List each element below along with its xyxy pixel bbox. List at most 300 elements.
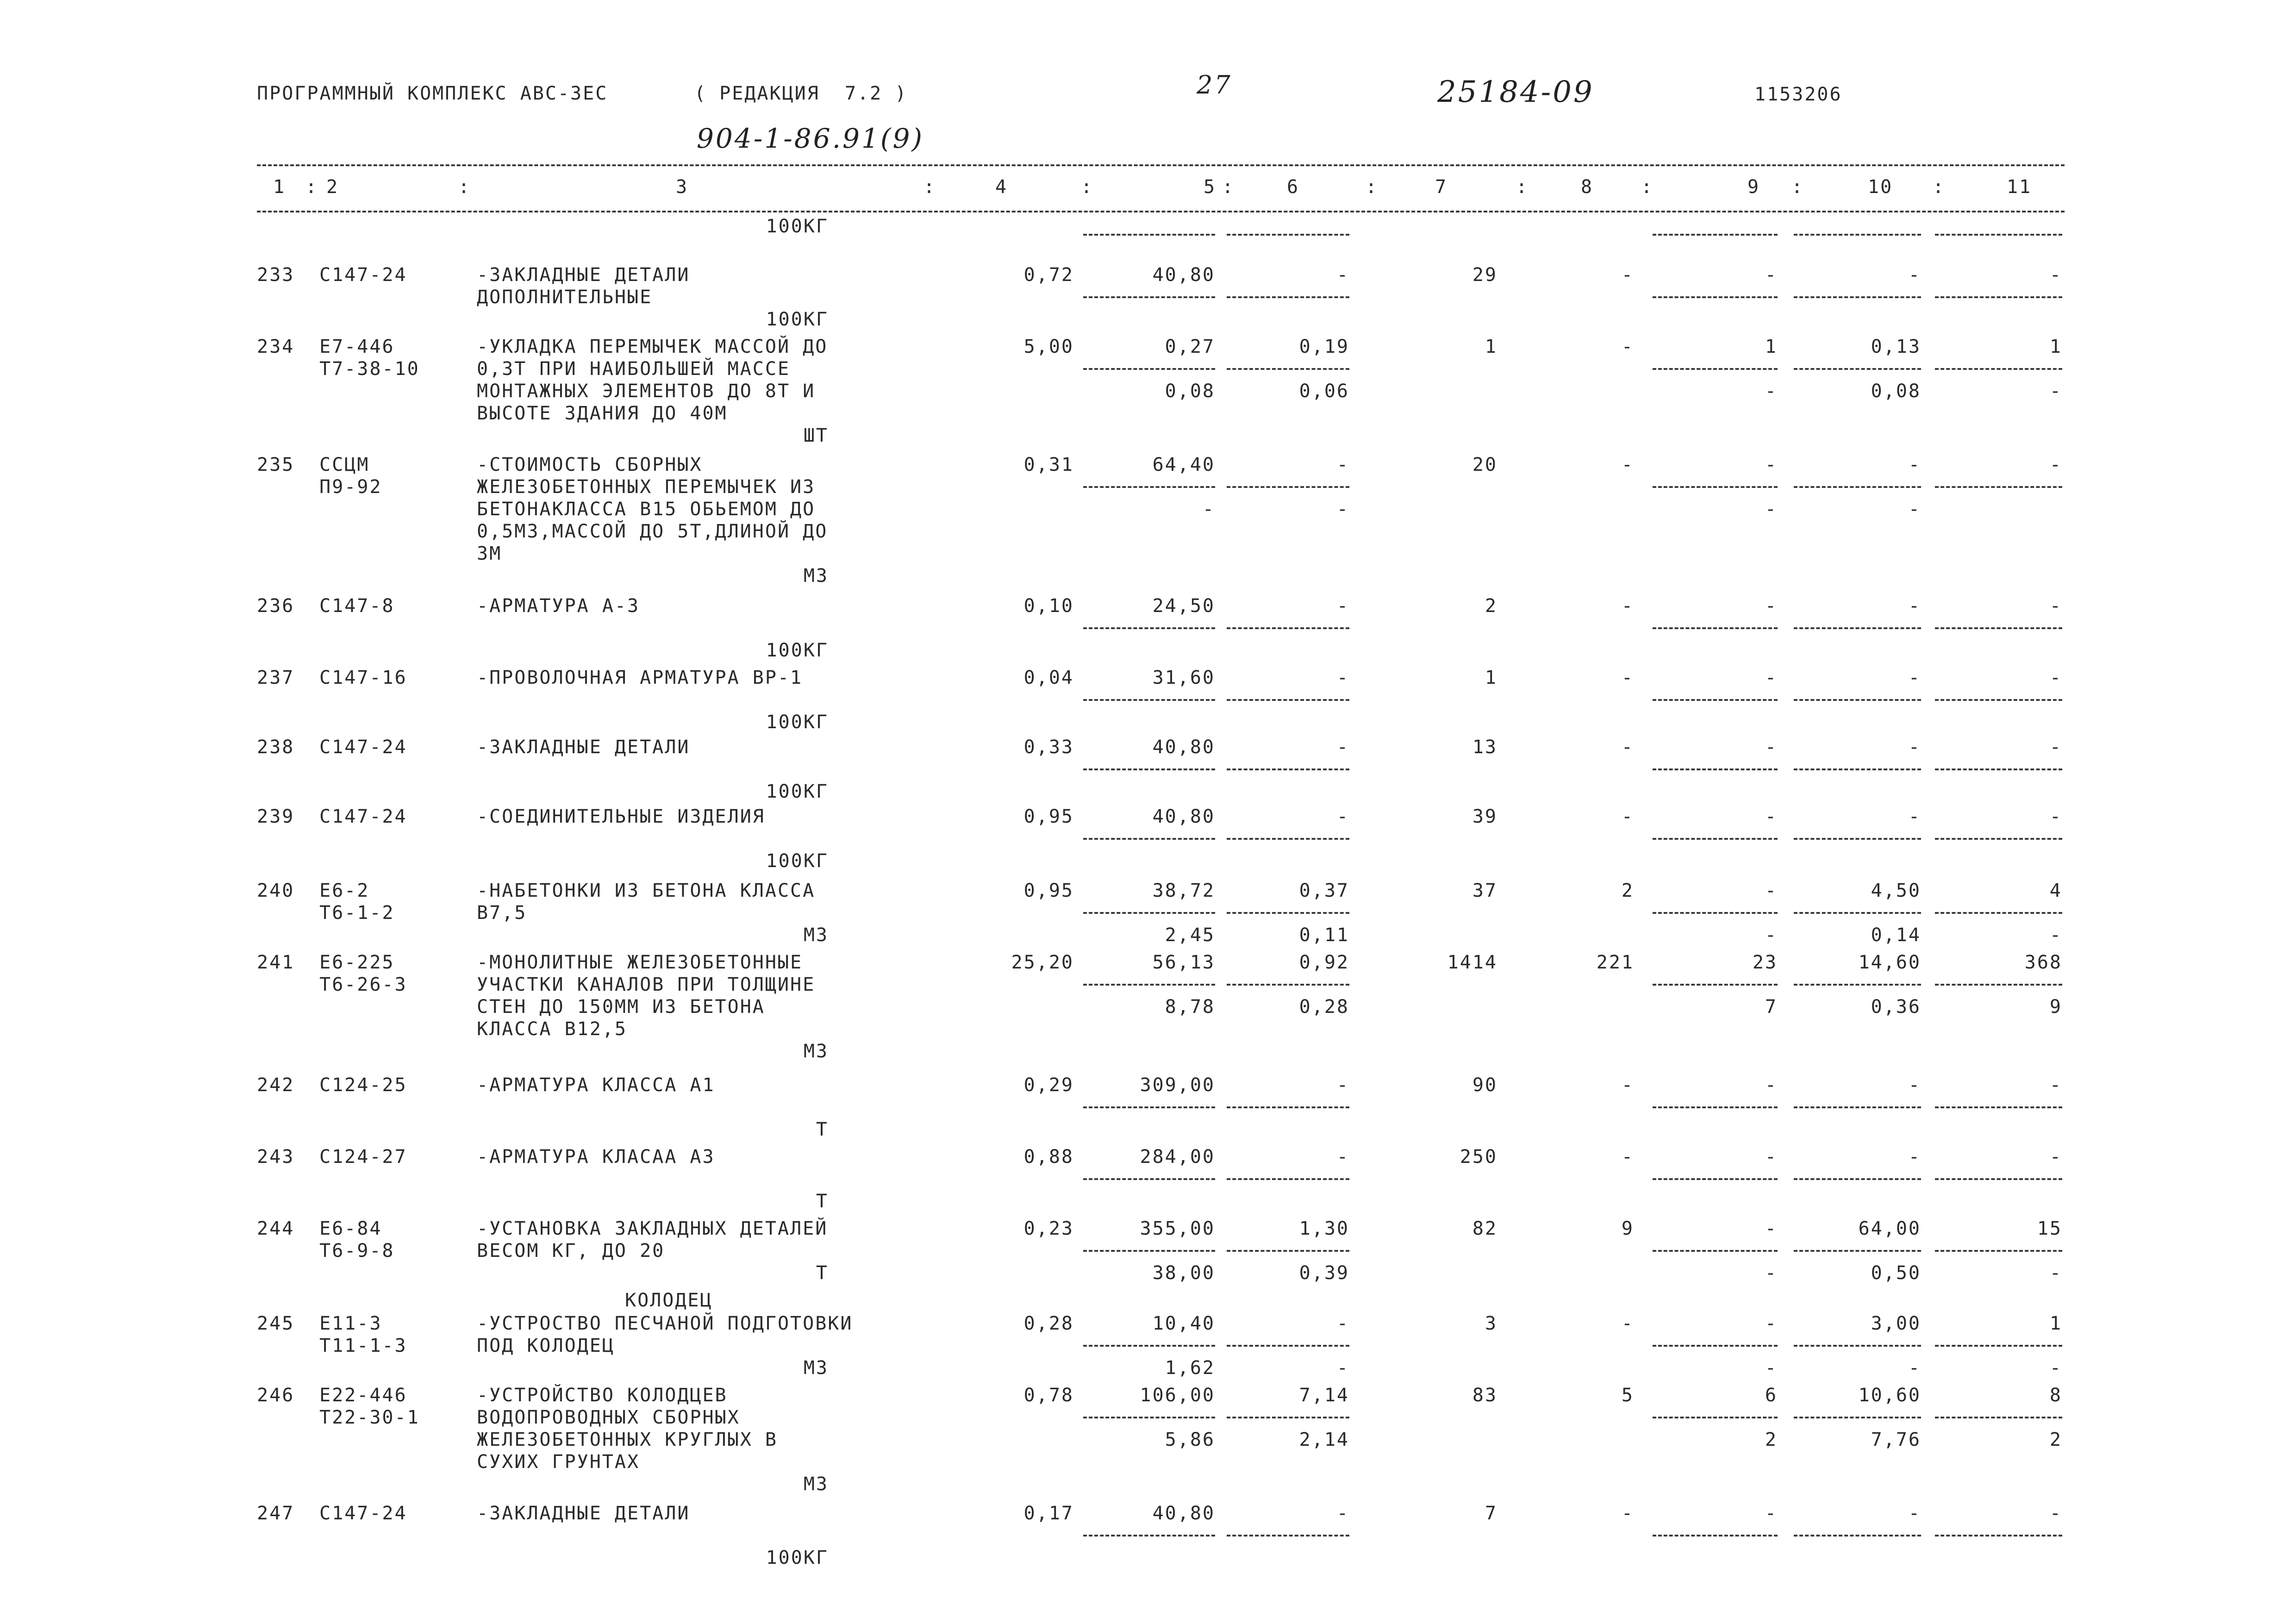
row-number: 238 (257, 737, 295, 758)
cell-c6-second: - (1336, 1357, 1349, 1379)
cell-rule (1227, 296, 1349, 298)
cell-rule (1227, 1250, 1349, 1252)
cell-rule (1653, 296, 1778, 298)
cell-c9-second: - (1765, 499, 1778, 520)
work-description: ВОДОПРОВОДНЫХ СБОРНЫХ (477, 1407, 740, 1428)
cell-rule (1083, 1535, 1215, 1537)
cell-c5-second: 1,62 (1165, 1357, 1215, 1379)
quantity: 0,95 (1023, 806, 1074, 827)
column-number-5: 5 (1204, 176, 1217, 198)
cell-rule (1935, 1345, 2062, 1347)
cell-rule (1935, 296, 2062, 298)
cell-c9: 1 (1765, 336, 1778, 357)
cell-c6: - (1336, 1074, 1349, 1096)
work-description: -АРМАТУРА КЛАССА А1 (477, 1074, 715, 1096)
cell-c5: 31,60 (1152, 667, 1215, 688)
cell-rule (1935, 368, 2062, 370)
unit-label: 100КГ (766, 781, 829, 802)
row-number: 244 (257, 1218, 295, 1239)
cell-rule (1794, 1417, 1921, 1418)
cell-c9: - (1765, 454, 1778, 475)
column-number-11: 11 (2007, 176, 2032, 198)
cell-c9: 6 (1765, 1385, 1778, 1406)
cell-rule (1653, 1417, 1778, 1418)
document-number: 1153206 (1754, 84, 1842, 105)
cell-c6: - (1336, 667, 1349, 688)
cell-c11: 368 (2024, 952, 2062, 973)
cell-rule (1794, 1106, 1921, 1108)
row-number: 243 (257, 1146, 295, 1168)
row-number: 234 (257, 336, 295, 357)
unit-label: 100КГ (766, 712, 829, 733)
cell-c8: - (1621, 806, 1634, 827)
cell-rule (1794, 1535, 1921, 1537)
cell-rule (1227, 838, 1349, 840)
cell-c5: 40,80 (1152, 737, 1215, 758)
unit-label: М3 (803, 1474, 829, 1495)
cell-rule (1653, 486, 1778, 488)
cell-rule (1227, 912, 1349, 914)
column-separator: : (458, 176, 471, 198)
cell-c6: - (1336, 1503, 1349, 1524)
quantity: 0,88 (1023, 1146, 1074, 1168)
program-name: ПРОГРАММНЫЙ КОМПЛЕКС АВС-ЗЕС (257, 83, 608, 104)
cell-rule (1653, 368, 1778, 370)
cell-c9: - (1765, 1313, 1778, 1334)
cell-rule (1935, 912, 2062, 914)
cell-rule (1227, 768, 1349, 770)
cell-c9: - (1765, 737, 1778, 758)
cell-c9-second: - (1765, 1262, 1778, 1284)
cell-c5: 40,80 (1152, 1503, 1215, 1524)
work-description: ДОПОЛНИТЕЛЬНЫЕ (477, 287, 653, 308)
cell-rule (1227, 627, 1349, 629)
rate-code: С124-25 (319, 1074, 407, 1096)
cell-c8: - (1621, 454, 1634, 475)
unit-label: 100КГ (766, 216, 829, 237)
cell-rule (1794, 296, 1921, 298)
cell-c5: 56,13 (1152, 952, 1215, 973)
cell-c11: - (2049, 1074, 2062, 1096)
cell-c11-second: - (2049, 924, 2062, 946)
cell-c6: - (1336, 1146, 1349, 1168)
quantity: 0,28 (1023, 1313, 1074, 1334)
cell-c11: - (2049, 454, 2062, 475)
rate-code: С147-8 (319, 595, 395, 617)
cell-c10: 64,00 (1858, 1218, 1921, 1239)
cell-c5: 284,00 (1140, 1146, 1215, 1168)
cell-rule (1794, 768, 1921, 770)
row-number: 245 (257, 1313, 295, 1334)
quantity: 25,20 (1011, 952, 1074, 973)
cell-c5-second: 38,00 (1152, 1262, 1215, 1284)
cell-rule (1083, 838, 1215, 840)
work-description: -ЗАКЛАДНЫЕ ДЕТАЛИ (477, 737, 690, 758)
header-rule-bottom (257, 211, 2065, 212)
cell-c8: 221 (1596, 952, 1634, 973)
work-description: -ЗАКЛАДНЫЕ ДЕТАЛИ (477, 264, 690, 286)
cell-c11-second: 9 (2049, 996, 2062, 1018)
cell-c10: - (1908, 1503, 1921, 1524)
column-separator: : (1516, 176, 1529, 198)
work-description: -СОЕДИНИТЕЛЬНЫЕ ИЗДЕЛИЯ (477, 806, 765, 827)
cell-c9-second: 2 (1765, 1429, 1778, 1450)
work-description: -АРМАТУРА А-3 (477, 595, 640, 617)
cell-rule (1794, 1250, 1921, 1252)
column-number-9: 9 (1747, 176, 1760, 198)
cell-c7: 20 (1472, 454, 1497, 475)
cell-rule (1083, 912, 1215, 914)
cell-rule (1227, 1106, 1349, 1108)
cell-c10: - (1908, 264, 1921, 286)
quantity: 0,10 (1023, 595, 1074, 617)
cell-c6: 0,92 (1299, 952, 1349, 973)
cell-c11: 8 (2049, 1385, 2062, 1406)
rate-code: Т6-9-8 (319, 1240, 395, 1262)
cell-rule (1653, 1250, 1778, 1252)
cell-c8: - (1621, 1074, 1634, 1096)
column-number-3: 3 (676, 176, 689, 198)
row-number: 246 (257, 1385, 295, 1406)
cell-rule (1227, 699, 1349, 701)
cell-c9: - (1765, 1218, 1778, 1239)
cell-c9: 23 (1752, 952, 1778, 973)
rate-code: Е6-225 (319, 952, 395, 973)
cell-c5: 64,40 (1152, 454, 1215, 475)
rate-code: Т6-1-2 (319, 902, 395, 924)
cell-rule (1653, 768, 1778, 770)
document-code: 25184-09 (1437, 75, 1594, 109)
cell-rule (1794, 912, 1921, 914)
column-number-4: 4 (995, 176, 1008, 198)
cell-c6-second: 2,14 (1299, 1429, 1349, 1450)
unit-label: М3 (803, 1041, 829, 1062)
cell-rule (1653, 1106, 1778, 1108)
work-description: ЖЕЛЕЗОБЕТОННЫХ КРУГЛЫХ В (477, 1429, 778, 1450)
cell-c6: 1,30 (1299, 1218, 1349, 1239)
cell-c7: 1 (1485, 667, 1497, 688)
work-description: В7,5 (477, 902, 527, 924)
cell-rule (1227, 984, 1349, 986)
cell-c10: 0,13 (1871, 336, 1921, 357)
column-separator: : (1641, 176, 1654, 198)
work-description: -МОНОЛИТНЫЕ ЖЕЛЕЗОБЕТОННЫЕ (477, 952, 803, 973)
rate-code: Е6-2 (319, 880, 370, 901)
work-description: -УКЛАДКА ПЕРЕМЫЧЕК МАССОЙ ДО (477, 336, 828, 357)
cell-c9: - (1765, 667, 1778, 688)
quantity: 0,04 (1023, 667, 1074, 688)
work-description: 3М (477, 543, 502, 564)
cell-rule (1794, 234, 1921, 236)
cell-c7: 13 (1472, 737, 1497, 758)
cell-c6: - (1336, 1313, 1349, 1334)
cell-rule (1653, 1178, 1778, 1180)
work-description: СУХИХ ГРУНТАХ (477, 1451, 640, 1473)
cell-rule (1083, 627, 1215, 629)
cell-rule (1653, 838, 1778, 840)
row-number: 237 (257, 667, 295, 688)
cell-c9-second: - (1765, 381, 1778, 402)
cell-rule (1794, 1178, 1921, 1180)
cell-rule (1083, 486, 1215, 488)
cell-c8: - (1621, 264, 1634, 286)
cell-c10: 14,60 (1858, 952, 1921, 973)
cell-rule (1083, 984, 1215, 986)
cell-c10-second: - (1908, 1357, 1921, 1379)
cell-c9: - (1765, 1074, 1778, 1096)
work-description: УЧАСТКИ КАНАЛОВ ПРИ ТОЛЩИНЕ (477, 974, 816, 995)
cell-rule (1653, 1535, 1778, 1537)
rate-code: ССЦМ (319, 454, 370, 475)
work-description: -АРМАТУРА КЛАСАА А3 (477, 1146, 715, 1168)
edition-label: ( РЕДАКЦИЯ 7.2 ) (694, 83, 908, 104)
cell-c6-second: 0,06 (1299, 381, 1349, 402)
cell-c7: 29 (1472, 264, 1497, 286)
cell-c9: - (1765, 806, 1778, 827)
cell-c6: 7,14 (1299, 1385, 1349, 1406)
unit-label: Т (816, 1191, 829, 1212)
rate-code: П9-92 (319, 476, 382, 498)
unit-label: Т (816, 1262, 829, 1284)
work-description: КЛАССА В12,5 (477, 1018, 627, 1040)
cell-c7: 37 (1472, 880, 1497, 901)
cell-c6: 0,37 (1299, 880, 1349, 901)
cell-c11: 1 (2049, 1313, 2062, 1334)
cell-c5-second: 5,86 (1165, 1429, 1215, 1450)
cell-c6-second: 0,39 (1299, 1262, 1349, 1284)
cell-rule (1935, 1250, 2062, 1252)
cell-rule (1653, 984, 1778, 986)
cell-c5: 40,80 (1152, 264, 1215, 286)
cell-c11-second: - (2049, 1262, 2062, 1284)
header-rule-top (257, 164, 2065, 166)
cell-c5-second: 8,78 (1165, 996, 1215, 1018)
cell-c10: - (1908, 667, 1921, 688)
work-description: -УСТАНОВКА ЗАКЛАДНЫХ ДЕТАЛЕЙ (477, 1218, 828, 1239)
rate-code: Е11-3 (319, 1313, 382, 1334)
cell-rule (1227, 1345, 1349, 1347)
cell-rule (1083, 1417, 1215, 1418)
cell-c8: - (1621, 667, 1634, 688)
cell-rule (1653, 234, 1778, 236)
row-number: 247 (257, 1503, 295, 1524)
cell-c5: 309,00 (1140, 1074, 1215, 1096)
cell-c7: 1 (1485, 336, 1497, 357)
rate-code: Е6-84 (319, 1218, 382, 1239)
work-description: БЕТОНАКЛАССА В15 ОБЬЕМОМ ДО (477, 499, 816, 520)
work-description: -ПРОВОЛОЧНАЯ АРМАТУРА ВР-1 (477, 667, 803, 688)
cell-c8: - (1621, 1503, 1634, 1524)
cell-c8: - (1621, 1146, 1634, 1168)
work-description: -УСТРОЙСТВО КОЛОДЦЕВ (477, 1385, 728, 1406)
cell-c5: 38,72 (1152, 880, 1215, 901)
project-code: 904-1-86.91(9) (697, 123, 924, 154)
cell-c10: 4,50 (1871, 880, 1921, 901)
cell-c8: - (1621, 737, 1634, 758)
row-number: 241 (257, 952, 295, 973)
cell-c7: 1414 (1447, 952, 1497, 973)
cell-c8: 2 (1621, 880, 1634, 901)
cell-c6: - (1336, 806, 1349, 827)
cell-c5-second: - (1202, 499, 1215, 520)
cell-c11: - (2049, 806, 2062, 827)
cell-rule (1794, 984, 1921, 986)
cell-c10: - (1908, 454, 1921, 475)
cell-c9: - (1765, 880, 1778, 901)
cell-c7: 82 (1472, 1218, 1497, 1239)
cell-rule (1083, 368, 1215, 370)
column-separator: : (1933, 176, 1946, 198)
cell-rule (1083, 768, 1215, 770)
cell-c11-second: 2 (2049, 1429, 2062, 1450)
cell-c7: 250 (1460, 1146, 1497, 1168)
cell-c7: 7 (1485, 1503, 1497, 1524)
cell-rule (1653, 627, 1778, 629)
work-description: ЖЕЛЕЗОБЕТОННЫХ ПЕРЕМЫЧЕК ИЗ (477, 476, 816, 498)
rate-code: С147-24 (319, 1503, 407, 1524)
unit-label: ШТ (803, 425, 829, 446)
cell-c7: 83 (1472, 1385, 1497, 1406)
cell-rule (1935, 627, 2062, 629)
cell-rule (1227, 486, 1349, 488)
cell-c5: 40,80 (1152, 806, 1215, 827)
work-description: -ЗАКЛАДНЫЕ ДЕТАЛИ (477, 1503, 690, 1524)
page-number: 27 (1197, 70, 1232, 100)
row-number: 236 (257, 595, 295, 617)
cell-rule (1935, 768, 2062, 770)
cell-rule (1083, 1345, 1215, 1347)
quantity: 0,33 (1023, 737, 1074, 758)
cell-rule (1227, 1535, 1349, 1537)
rate-code: Е7-446 (319, 336, 395, 357)
rate-code: С124-27 (319, 1146, 407, 1168)
cell-rule (1935, 699, 2062, 701)
rate-code: Т22-30-1 (319, 1407, 420, 1428)
cell-rule (1794, 699, 1921, 701)
cell-c9-second: - (1765, 924, 1778, 946)
cell-c8: - (1621, 336, 1634, 357)
quantity: 0,29 (1023, 1074, 1074, 1096)
rate-code: Т6-26-3 (319, 974, 407, 995)
cell-rule (1083, 234, 1215, 236)
cell-c8: - (1621, 1313, 1634, 1334)
rate-code: С147-24 (319, 737, 407, 758)
cell-c7: 39 (1472, 806, 1497, 827)
cell-c11-second: - (2049, 1357, 2062, 1379)
cell-c11: - (2049, 595, 2062, 617)
work-description: -НАБЕТОНКИ ИЗ БЕТОНА КЛАССА (477, 880, 816, 901)
cell-c5: 106,00 (1140, 1385, 1215, 1406)
cell-c6-second: 0,28 (1299, 996, 1349, 1018)
cell-rule (1653, 912, 1778, 914)
cell-c10: - (1908, 595, 1921, 617)
work-description: -СТОИМОСТЬ СБОРНЫХ (477, 454, 703, 475)
column-separator: : (1081, 176, 1094, 198)
cell-rule (1083, 699, 1215, 701)
column-separator: : (1791, 176, 1804, 198)
row-number: 242 (257, 1074, 295, 1096)
work-description: ПОД КОЛОДЕЦ (477, 1335, 615, 1356)
quantity: 0,31 (1023, 454, 1074, 475)
row-number: 235 (257, 454, 295, 475)
column-number-10: 10 (1868, 176, 1893, 198)
cell-c6: - (1336, 737, 1349, 758)
cell-c10-second: 0,14 (1871, 924, 1921, 946)
cell-c8: 9 (1621, 1218, 1634, 1239)
cell-c10: - (1908, 737, 1921, 758)
cell-c10: - (1908, 1074, 1921, 1096)
cell-c10-second: 0,08 (1871, 381, 1921, 402)
unit-label: Т (816, 1119, 829, 1140)
cell-c10-second: 0,50 (1871, 1262, 1921, 1284)
cell-c6: - (1336, 595, 1349, 617)
column-separator: : (923, 176, 936, 198)
quantity: 0,95 (1023, 880, 1074, 901)
cell-c9: - (1765, 1503, 1778, 1524)
column-number-7: 7 (1435, 176, 1448, 198)
cell-c6-second: 0,11 (1299, 924, 1349, 946)
section-label: КОЛОДЕЦ (625, 1290, 713, 1311)
cell-rule (1227, 1178, 1349, 1180)
cell-rule (1794, 838, 1921, 840)
cell-rule (1227, 1417, 1349, 1418)
cell-c5-second: 0,08 (1165, 381, 1215, 402)
quantity: 0,17 (1023, 1503, 1074, 1524)
work-description: 0,5М3,МАССОЙ ДО 5Т,ДЛИНОЙ ДО (477, 521, 828, 542)
rate-code: Т11-1-3 (319, 1335, 407, 1356)
cell-c11: - (2049, 264, 2062, 286)
cell-rule (1794, 1345, 1921, 1347)
cell-c11: 4 (2049, 880, 2062, 901)
unit-label: 100КГ (766, 640, 829, 661)
unit-label: 100КГ (766, 850, 829, 872)
cell-c10: 3,00 (1871, 1313, 1921, 1334)
rate-code: Т7-38-10 (319, 358, 420, 380)
cell-c7: 90 (1472, 1074, 1497, 1096)
row-number: 233 (257, 264, 295, 286)
cell-c10: - (1908, 806, 1921, 827)
cell-rule (1935, 1535, 2062, 1537)
unit-label: М3 (803, 1357, 829, 1379)
cell-c9-second: - (1765, 1357, 1778, 1379)
work-description: ВЕСОМ КГ, ДО 20 (477, 1240, 665, 1262)
rate-code: С147-24 (319, 806, 407, 827)
cell-rule (1083, 1106, 1215, 1108)
unit-label: М3 (803, 924, 829, 946)
cell-rule (1935, 1106, 2062, 1108)
quantity: 0,23 (1023, 1218, 1074, 1239)
work-description: 0,3Т ПРИ НАИБОЛЬШЕЙ МАССЕ (477, 358, 791, 380)
cell-c11: 15 (2037, 1218, 2062, 1239)
cell-rule (1227, 368, 1349, 370)
cell-c8: 5 (1621, 1385, 1634, 1406)
cell-rule (1935, 1178, 2062, 1180)
cell-c11-second: - (2049, 381, 2062, 402)
cell-c7: 3 (1485, 1313, 1497, 1334)
cell-rule (1083, 296, 1215, 298)
quantity: 0,72 (1023, 264, 1074, 286)
work-description: ВЫСОТЕ ЗДАНИЯ ДО 40М (477, 403, 728, 424)
cell-c9: - (1765, 264, 1778, 286)
rate-code: С147-24 (319, 264, 407, 286)
cell-c5: 24,50 (1152, 595, 1215, 617)
column-number-8: 8 (1581, 176, 1594, 198)
rate-code: Е22-446 (319, 1385, 407, 1406)
cell-c10: - (1908, 1146, 1921, 1168)
column-separator: : (1222, 176, 1235, 198)
column-number-2: 2 (326, 176, 339, 198)
cell-c11: - (2049, 1146, 2062, 1168)
